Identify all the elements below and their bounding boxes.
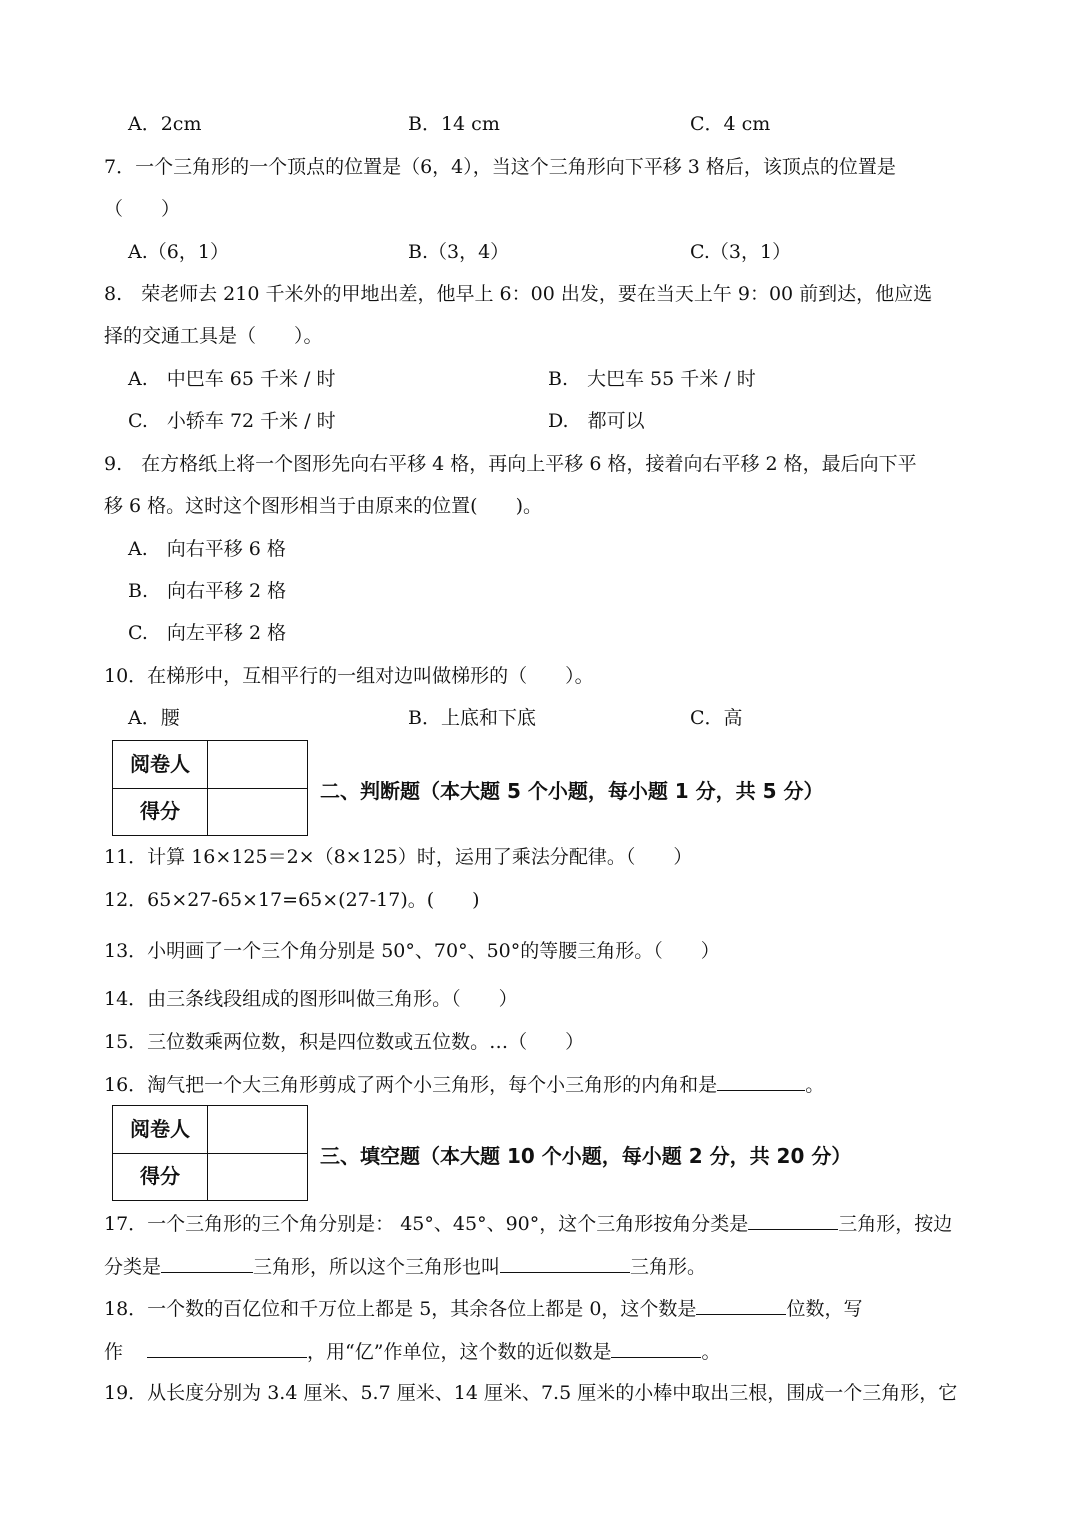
score-label: 得分 [113, 788, 208, 835]
q6-option-c: C．4 cm [690, 113, 771, 135]
q18-text-3: 作 [104, 1341, 124, 1363]
q17-text-4: 三角形，所以这个三角形也叫 [253, 1256, 501, 1278]
q10-option-c: C．高 [690, 707, 743, 729]
q7-option-c: C.（3，1） [690, 241, 792, 263]
q18-text-4: ，用“亿”作单位，这个数的近似数是 [307, 1341, 612, 1363]
q18-line2 [104, 1339, 720, 1364]
q17-text-2: 三角形，按边 [838, 1213, 953, 1235]
q9-stem-line1: 9. 在方格纸上将一个图形先向右平移 4 格，再向上平移 6 格，接着向右平移 2 格，最后向下平 [104, 453, 917, 475]
reviewer-row [113, 1106, 307, 1154]
score-row [113, 1153, 307, 1200]
q9-option-c: C. 向左平移 2 格 [128, 622, 287, 644]
q18-blank-3[interactable] [611, 1339, 701, 1358]
q9-option-a: A. 向右平移 6 格 [128, 538, 286, 560]
q14: 14．由三条线段组成的图形叫做三角形。（ ） [104, 988, 518, 1010]
q6-option-a: A．2cm [128, 113, 202, 135]
reviewer-row [113, 741, 307, 789]
q13: 13．小明画了一个三个角分别是 50°、70°、50°的等腰三角形。（ ） [104, 940, 720, 962]
q10-option-b: B．上底和下底 [408, 707, 536, 729]
q8-option-b: B. 大巴车 55 千米 / 时 [548, 368, 756, 390]
q16-blank[interactable] [717, 1072, 805, 1091]
score-box-section3 [112, 1105, 308, 1201]
q17-blank-1[interactable] [748, 1211, 838, 1230]
q9-option-b: B. 向右平移 2 格 [128, 580, 287, 602]
q8-option-d: D. 都可以 [548, 410, 645, 432]
q7-option-b: B.（3，4） [408, 241, 510, 263]
q17-text-1: 17．一个三角形的三个角分别是： 45°、45°、90°，这个三角形按角分类是 [104, 1213, 749, 1235]
section3-title: 三、填空题（本大题 10 个小题，每小题 2 分，共 20 分） [320, 1144, 852, 1168]
q17-text-5: 三角形。 [630, 1256, 707, 1278]
reviewer-label: 阅卷人 [113, 741, 208, 788]
q17-line2 [104, 1254, 706, 1279]
score-box-section2 [112, 740, 308, 836]
q6-option-b: B．14 cm [408, 113, 500, 135]
q18-line1 [104, 1296, 862, 1321]
q19-stem: 19．从长度分别为 3.4 厘米、5.7 厘米、14 厘米、7.5 厘米的小棒中取出三根，围成一个三角形，它 [104, 1382, 958, 1404]
q18-text-2: 位数，写 [786, 1298, 863, 1320]
q16-end: 。 [805, 1074, 825, 1096]
q8-option-a: A. 中巴车 65 千米 / 时 [128, 368, 336, 390]
q16-text: 16．淘气把一个大三角形剪成了两个小三角形，每个小三角形的内角和是 [104, 1074, 718, 1096]
q10-option-a: A．腰 [128, 707, 180, 729]
q7-stem-line1: 7．一个三角形的一个顶点的位置是（6，4），当这个三角形向下平移 3 格后，该顶点的位置是 [104, 156, 896, 178]
q16 [104, 1072, 824, 1097]
q17-text-3: 分类是 [104, 1256, 162, 1278]
score-label: 得分 [113, 1153, 208, 1200]
q12: 12．65×27-65×17=65×(27-17)。( ) [104, 889, 480, 911]
q7-option-a: A.（6，1） [128, 241, 229, 263]
q17-blank-2[interactable] [161, 1254, 253, 1273]
q8-option-c: C. 小轿车 72 千米 / 时 [128, 410, 336, 432]
q7-stem-line2: （ ） [104, 198, 181, 220]
q15: 15．三位数乘两位数，积是四位数或五位数。…（ ） [104, 1031, 585, 1053]
reviewer-label: 阅卷人 [113, 1106, 208, 1153]
q9-stem-line2: 移 6 格。这时这个图形相当于由原来的位置( )。 [104, 495, 542, 517]
q18-text-5: 。 [701, 1341, 721, 1363]
q8-stem-line1: 8. 荣老师去 210 千米外的甲地出差，他早上 6：00 出发，要在当天上午 9：00 前到达，他应选 [104, 283, 933, 305]
q17-blank-3[interactable] [500, 1254, 630, 1273]
q18-blank-2[interactable] [147, 1339, 307, 1358]
q11: 11．计算 16×125＝2×（8×125）时，运用了乘法分配律。（ ） [104, 846, 693, 868]
score-row [113, 788, 307, 835]
q17-line1 [104, 1211, 952, 1236]
q18-text-1: 18．一个数的百亿位和千万位上都是 5，其余各位上都是 0，这个数是 [104, 1298, 697, 1320]
q8-stem-line2: 择的交通工具是（ ）。 [104, 325, 323, 347]
q18-blank-1[interactable] [696, 1296, 786, 1315]
q10-stem: 10．在梯形中，互相平行的一组对边叫做梯形的（ ）。 [104, 665, 594, 687]
section2-title: 二、判断题（本大题 5 个小题，每小题 1 分，共 5 分） [320, 779, 824, 803]
